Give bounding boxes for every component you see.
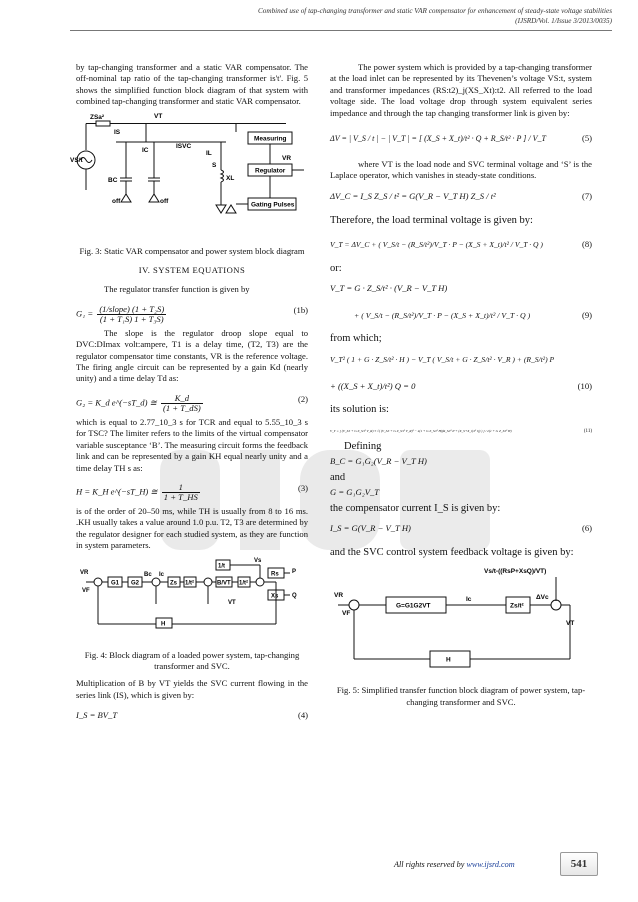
fig4-label-bvt: B/VT bbox=[217, 580, 231, 587]
equation-number: (2) bbox=[297, 393, 308, 404]
fig5-label-zs: Zs/t² bbox=[510, 602, 524, 610]
eq-denominator: (1 + T₁S) 1 + T₃S) bbox=[99, 313, 164, 324]
figure-3-caption: Fig. 3: Static VAR compensator and power system block diagram bbox=[79, 245, 305, 256]
fig4-label-zs: Zs bbox=[170, 580, 178, 587]
paragraph: Multiplication of B by VT yields the SVC current flowing in the series link (IS), which is given by: bbox=[76, 678, 308, 700]
equation-number: (1b) bbox=[293, 304, 308, 315]
fig4-label-inv-t2: 1/t² bbox=[239, 580, 248, 587]
equation-number: (10) bbox=[577, 380, 592, 391]
paragraph: which is equal to 2.77_10_3 s for TCR and equal to 5.55_10_3 s for TSC? The limiter refers to the limits of the virtual compensator variable susceptance ‘B’. The measuring circuit forms the feedback link and can be represented by a gain KH equal nearly unity and a time delay TH s as: bbox=[76, 416, 309, 473]
footer-site-link[interactable]: www.ijsrd.com bbox=[466, 860, 515, 869]
fig4-label-xs: Xs bbox=[271, 593, 279, 600]
fig3-label-bc: BC bbox=[108, 176, 118, 184]
figure-4-caption: Fig. 4: Block diagram of a loaded power system, tap-changing transformer and SVC. bbox=[84, 649, 300, 671]
eq-body: + ((X_S + X_t)/t²) Q = 0 bbox=[330, 380, 416, 391]
eq-body: I_S = G(V_R − V_T H) bbox=[330, 523, 411, 534]
equation-number: (8) bbox=[581, 238, 592, 249]
fig3-label-vr: VR bbox=[282, 154, 292, 162]
footer-rights bbox=[394, 860, 515, 869]
eq-body: V_T = [ (V_S/t + G Z_S/t² V_R) ± √( (V_S/t + G Z_S/t² V_R)² − 4(1 + G Z_S/t² H)(R_S/t² P + (X_S+X_t)/t² Q) ) ] / 2(1 + G Z_S/t² H) bbox=[330, 429, 512, 434]
equation-2 bbox=[76, 390, 308, 412]
running-header bbox=[92, 6, 612, 26]
paragraph: Defining bbox=[344, 441, 382, 453]
fig3-label-regulator: Regulator bbox=[255, 167, 286, 175]
paragraph: The regulator transfer function is given by bbox=[104, 284, 250, 295]
fig4-label-q: Q bbox=[292, 592, 297, 599]
fig4-label-ic: Ic bbox=[159, 571, 165, 578]
equation-number: (5) bbox=[581, 133, 592, 144]
paragraph: is of the order of 20–50 ms, while TH is usually from 8 to 16 ms. .KH usually takes a value around 1.0 p.u. T2, T3 are determined by the regulator designer for each studied system, as they are function in system parameters. bbox=[76, 505, 308, 551]
fig4-label-vr: VR bbox=[80, 569, 89, 576]
fig3-label-vt: VT bbox=[154, 112, 163, 120]
equation-5 bbox=[330, 124, 592, 154]
fig5-label-vt: VT bbox=[566, 620, 575, 628]
equation-number: (7) bbox=[581, 190, 592, 201]
fig4-label-h: H bbox=[161, 621, 166, 628]
fig5-label-ic: Ic bbox=[466, 596, 472, 604]
equation-8 bbox=[330, 232, 592, 258]
equation-9b bbox=[330, 306, 592, 328]
paragraph: the compensator current I_S is given by: bbox=[330, 502, 501, 514]
fig3-label-zsa: ZSa² bbox=[90, 113, 105, 121]
eq-body: V_T = ΔV_C + ( V_S/t − (R_S/t²)/V_T · P − (X_S + X_t)/t² / V_T · Q ) bbox=[330, 239, 543, 249]
eq-numerator: (1/slope) (1 + T₂S) bbox=[99, 303, 165, 314]
figure-5-block-diagram bbox=[330, 561, 592, 679]
paragraph: by tap-changing transformer and a static VAR compensator. The off-nominal tap ratio of the tap-changing transformer is't'. Fig. 5 shows the simplified function block diagram of that system with combined tap-changing transformer and static VAR compensator. bbox=[76, 62, 308, 107]
fig3-label-ic: IC bbox=[142, 146, 149, 154]
left-column bbox=[70, 62, 309, 733]
figure-3-svc-diagram bbox=[70, 110, 308, 240]
equation-number: (9) bbox=[581, 310, 592, 321]
equation-bc: B_C = G₁G₂(V_R − V_T H) bbox=[330, 456, 427, 467]
paragraph: and the SVC control system feedback voltage is given by: bbox=[330, 547, 574, 559]
footer-text: All rights reserved by bbox=[394, 860, 467, 869]
paragraph: or: bbox=[330, 262, 342, 274]
paragraph: from which; bbox=[330, 333, 382, 345]
paragraph: and bbox=[330, 471, 346, 483]
fig5-label-vr: VR bbox=[334, 592, 344, 600]
fig3-label-s: S bbox=[212, 161, 217, 169]
equation-9a bbox=[330, 279, 592, 301]
fig4-label-p: P bbox=[292, 568, 297, 575]
eq-body: V_T = G · Z_S/t² · (V_R − V_T H) bbox=[330, 283, 448, 294]
fig3-label-off-1: off bbox=[112, 197, 121, 205]
section-heading: IV. SYSTEM EQUATIONS bbox=[138, 265, 246, 276]
fig3-label-isvc: ISVC bbox=[176, 142, 192, 150]
equation-g: G = G₁G₂V_T bbox=[330, 487, 380, 498]
eq-body: + ( V_S/t − (R_S/t²)/V_T · P − (X_S + X_t)/t² / V_T · Q ) bbox=[354, 311, 531, 321]
equation-10b bbox=[330, 377, 592, 399]
equation-6 bbox=[330, 519, 592, 541]
equation-11 bbox=[330, 420, 592, 436]
fig4-label-vt-block: 1/t bbox=[218, 563, 226, 570]
equation-7 bbox=[330, 187, 592, 209]
eq-lhs: G₁ = bbox=[76, 308, 94, 319]
fig4-label-g2: G2 bbox=[131, 580, 140, 587]
eq-numerator: K_d bbox=[161, 394, 203, 404]
eq-denominator: 1 + T_HS bbox=[163, 491, 198, 502]
header-title: Combined use of tap-changing transformer and static VAR compensator for enhancement of steady-state voltage stabilities bbox=[257, 7, 612, 15]
equation-number: (6) bbox=[581, 523, 592, 534]
paragraph: The slope is the regulator droop slope equal to DVC:DImax volt:ampere, T1 is a delay time, (T2, T3) are the regulator compensator time constants, VR is the reference voltage. The firing angle circuit can be represented by a gain Kd (nearly unity) and a time delay Td as: bbox=[76, 327, 308, 384]
fig4-label-vf: VF bbox=[82, 587, 90, 594]
paragraph: its solution is: bbox=[330, 403, 389, 415]
eq-numerator: 1 bbox=[162, 483, 200, 493]
paragraph: Therefore, the load terminal voltage is given by: bbox=[330, 214, 533, 226]
equation-10a bbox=[330, 350, 592, 372]
right-column bbox=[330, 62, 592, 714]
eq-lhs: G₂ = K_d e^(−sT_d) ≅ bbox=[76, 397, 157, 408]
fig3-label-xl: XL bbox=[226, 174, 235, 182]
header-rule bbox=[70, 30, 612, 31]
fig5-label-top: Vs/t-((RsP+XsQ)/VT) bbox=[484, 568, 547, 576]
eq-body: ΔV_C = I_S Z_S / t² = G(V_R − V_T H) Z_S / t² bbox=[330, 190, 496, 201]
fig5-label-g: G=G1G2VT bbox=[396, 602, 431, 610]
figure-5-caption: Fig. 5: Simplified transfer function block diagram of power system, tap-changing transformer and SVC. bbox=[336, 685, 586, 707]
fig5-label-dvc: ΔVc bbox=[536, 594, 549, 602]
fig3-label-off-2: off bbox=[160, 197, 169, 205]
eq-body: I_S = BV_T bbox=[76, 710, 118, 721]
fig4-label-rs: Rs bbox=[271, 571, 279, 578]
equation-number: (3) bbox=[297, 482, 308, 493]
paragraph: where VT is the load node and SVC terminal voltage and ‘S’ is the Laplace operator, which vanishes in steady-state conditions. bbox=[330, 159, 592, 181]
equation-number: (4) bbox=[297, 710, 308, 721]
header-issue: (IJSRD/Vol. 1/Issue 3/2013/0035) bbox=[515, 17, 612, 25]
eq-denominator: (1 + T_dS) bbox=[162, 402, 201, 413]
fig5-label-vf: VF bbox=[342, 610, 351, 618]
fig4-label-vt: VT bbox=[228, 599, 236, 606]
equation-number: (11) bbox=[583, 429, 592, 435]
fig5-label-h: H bbox=[446, 656, 451, 664]
fig4-label-inv-t1: 1/t² bbox=[185, 580, 194, 587]
fig3-label-gating: Gating Pulses bbox=[251, 201, 295, 209]
fig4-label-bc: Bc bbox=[144, 571, 152, 578]
equation-3 bbox=[76, 479, 308, 501]
equation-1b bbox=[76, 301, 308, 323]
fig4-label-vs: Vs bbox=[254, 557, 262, 564]
eq-body: ΔV = | V_S / t | − | V_T | = [ (X_S + X_t)/t² · Q + R_S/t² · P ] / V_T bbox=[330, 134, 546, 144]
fig3-label-measuring: Measuring bbox=[254, 135, 287, 143]
paragraph: The power system which is provided by a tap-changing transformer at the load inlet can be represented by its Thevenen’s voltage VS:t, system and transformer impedances (RS:t2)_j(XS_Xt):t2. All referred to the load voltage side. The load voltage drop through system equivalent series impedance and through the tap changing transformer link is given by: bbox=[330, 62, 592, 118]
eq-body: V_T² ( 1 + G · Z_S/t² · H ) − V_T ( V_S/t + G · Z_S/t² · V_R ) + (R_S/t²) P bbox=[330, 354, 555, 364]
fig3-label-il: IL bbox=[206, 149, 212, 157]
fig3-label-vst: VS/t bbox=[70, 156, 83, 164]
page-number: 541 bbox=[560, 852, 598, 876]
fig4-label-g1: G1 bbox=[111, 580, 120, 587]
figure-4-block-diagram bbox=[76, 554, 308, 644]
eq-lhs: H = K_H e^(−sT_H) ≅ bbox=[76, 486, 158, 497]
fig3-label-is: IS bbox=[114, 128, 121, 136]
equation-4 bbox=[76, 706, 308, 728]
